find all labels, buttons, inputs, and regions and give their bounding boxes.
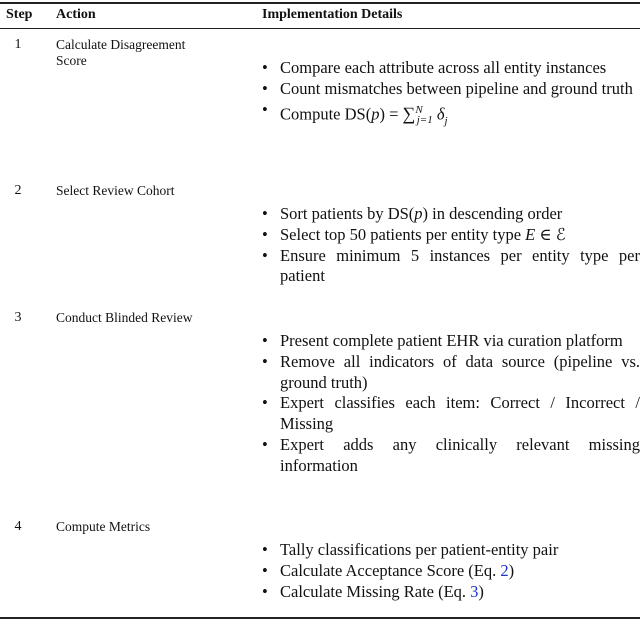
action-label: Conduct Blinded Review <box>56 310 193 325</box>
bottom-rule <box>0 617 640 619</box>
step-number: 1 <box>14 37 22 52</box>
details-list <box>262 58 640 131</box>
header-step: Step <box>6 7 33 22</box>
list-item: • Compute DS(p) = ∑$^N_{j=1}$ $\delta_j$ <box>262 99 448 127</box>
details-list <box>262 540 640 602</box>
bullet-icon: • <box>262 581 268 601</box>
list-item: • Calculate Acceptance Score (Eq. 2) <box>262 560 515 580</box>
list-item: • Ensure minimum 5 instances per entity type per patient <box>262 245 640 286</box>
list-item: • Calculate Missing Rate (Eq. 3) <box>262 581 484 601</box>
list-item: • Count mismatches between pipeline and ground truth <box>262 78 633 98</box>
sum-symbol: ∑ <box>402 103 416 124</box>
bullet-icon: • <box>262 58 268 77</box>
bullet-icon: • <box>262 351 268 371</box>
step-number: 4 <box>14 519 22 534</box>
bullet-icon: • <box>262 224 268 244</box>
list-item: • Select top 50 patients per entity type E ∈ ℰ <box>262 224 566 244</box>
list-item: • Present complete patient EHR via curation platform <box>262 331 623 350</box>
bullet-icon: • <box>262 99 268 119</box>
equation-3-link[interactable]: 3 <box>470 581 479 601</box>
bullet-icon: • <box>262 560 268 580</box>
details-list <box>262 331 640 477</box>
header-rule <box>0 28 640 29</box>
step-number: 3 <box>14 310 22 325</box>
list-item: • Remove all indicators of data source (pipeline vs. ground truth) <box>262 351 640 392</box>
bullet-icon: • <box>262 393 268 413</box>
equation-2-link[interactable]: 2 <box>500 560 509 580</box>
list-item: • Tally classifications per patient-entity pair <box>262 540 559 559</box>
bullet-icon: • <box>262 78 268 98</box>
top-rule <box>0 2 640 4</box>
header-action: Action <box>56 7 96 22</box>
list-item: • Expert classifies each item: Correct / Incorrect / Missing <box>262 393 640 434</box>
step-number: 2 <box>14 183 22 198</box>
bullet-icon: • <box>262 204 268 223</box>
action-label: Compute Metrics <box>56 519 151 534</box>
list-item: • Sort patients by DS(p) in descending order <box>262 204 563 223</box>
list-item: • Compare each attribute across all entity instances <box>262 58 607 77</box>
bullet-icon: • <box>262 540 268 559</box>
header-details: Implementation Details <box>262 7 403 22</box>
action-label: Select Review Cohort <box>56 183 175 198</box>
action-label: Calculate Disagreement Score <box>56 37 186 68</box>
list-item: • Expert adds any clinically relevant missing information <box>262 434 640 475</box>
bullet-icon: • <box>262 331 268 350</box>
details-list <box>262 204 640 287</box>
bullet-icon: • <box>262 434 268 454</box>
bullet-icon: • <box>262 245 268 265</box>
